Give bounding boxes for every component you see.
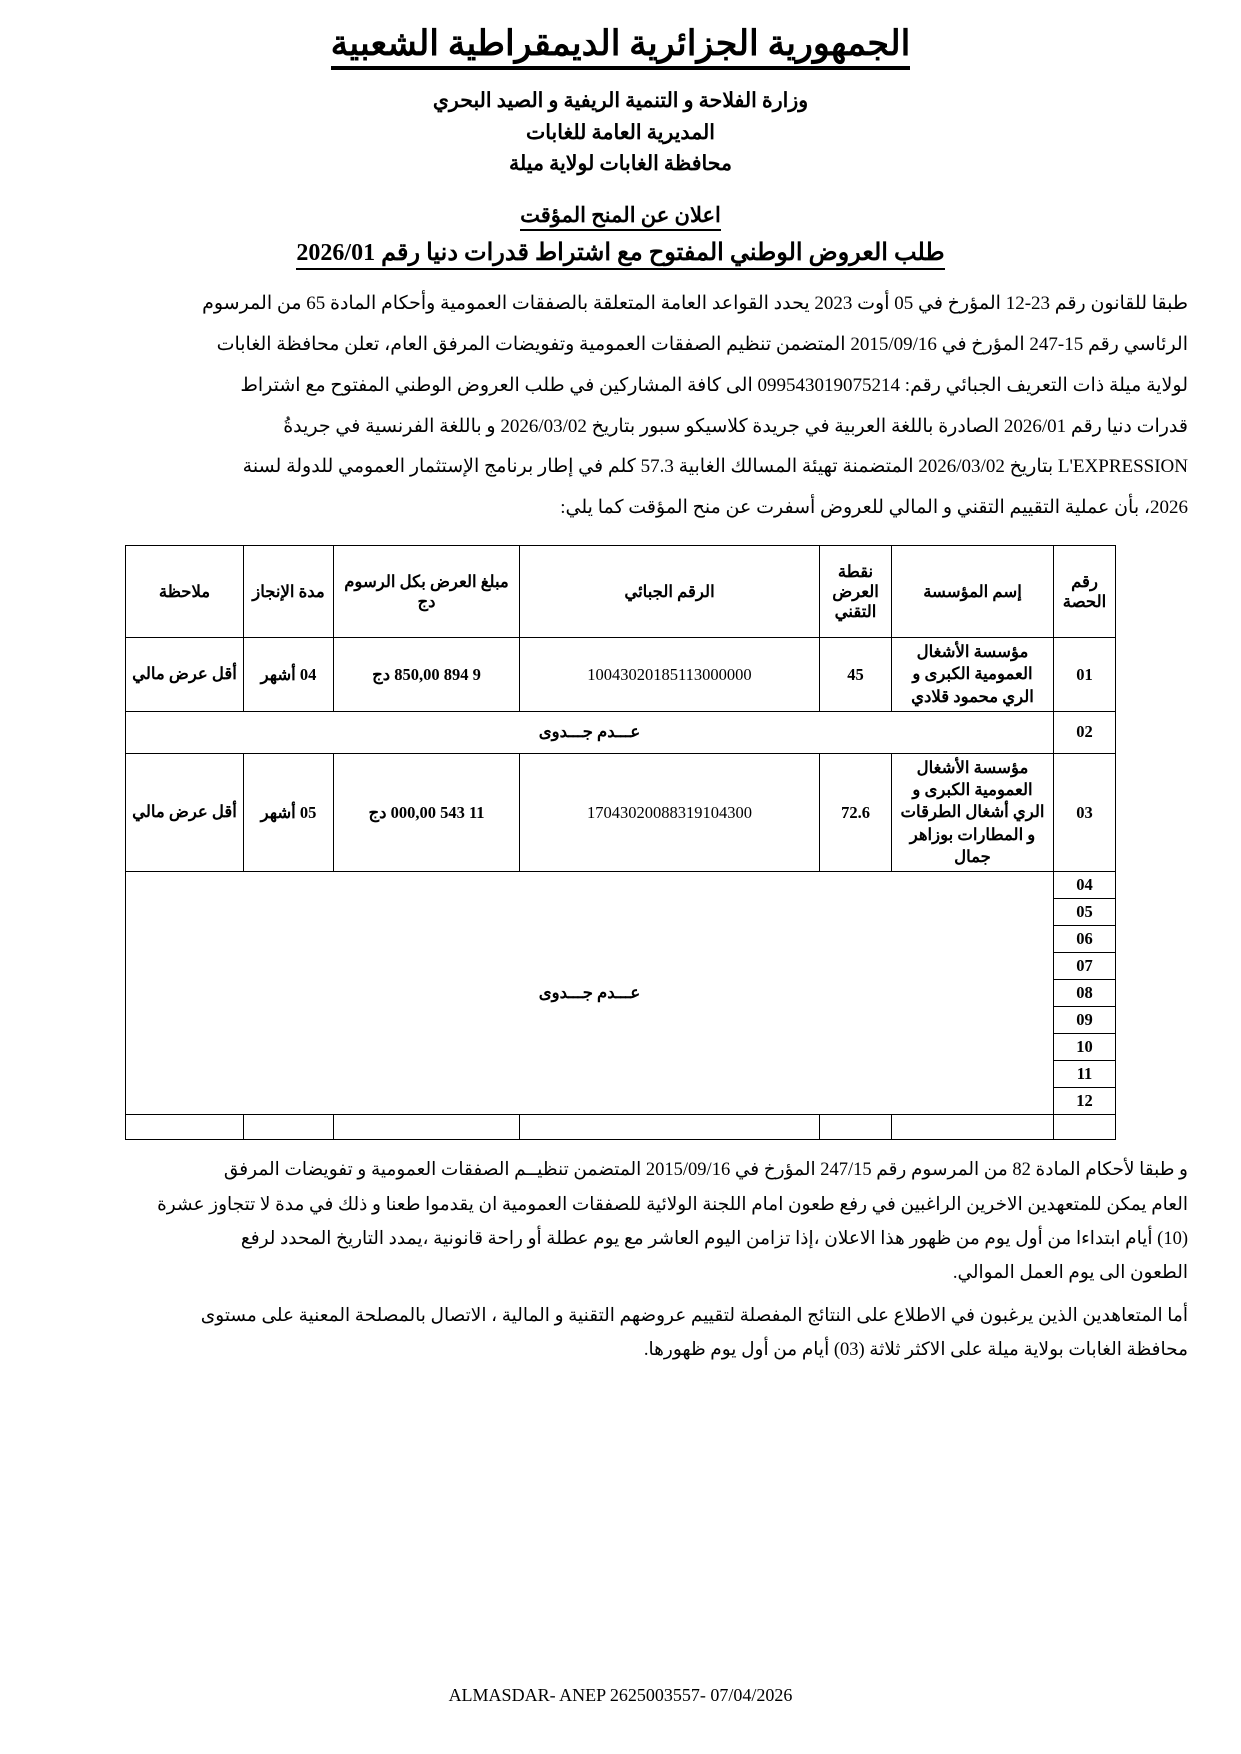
table-row — [126, 753, 1116, 871]
closing-1-line-1: و طبقا لأحكام المادة 82 من المرسوم رقم 247/15 المؤرخ في 2015/09/16 المتضمن تنظيــم الصفقات العمومية و تفويضات المرفق — [223, 1160, 1188, 1181]
header-duration: مدة الإنجاز — [244, 546, 334, 638]
cell-void-notice: عـــدم جـــدوى — [126, 711, 1054, 753]
cell-lot: 11 — [1054, 1061, 1116, 1088]
announcement-subtitle: طلب العروض الوطني المفتوح مع اشتراط قدرات دنيا رقم 2026/01 — [296, 238, 944, 270]
intro-line-3: لولاية ميلة ذات التعريف الجبائي رقم: 099543019075214 الى كافة المشاركين في طلب العروض الوطني المفتوح مع اشتراط — [240, 374, 1188, 396]
ministry-block — [0, 86, 1241, 181]
intro-line-5: L'EXPRESSION بتاريخ 2026/03/02 المتضمنة تهيئة المسالك الغابية 57.3 كلم في إطار برنامج الإستثمار العمومي للدولة لسنة — [242, 456, 1188, 478]
republic-title-text: الجمهورية الجزائرية الديمقراطية الشعبية — [331, 24, 911, 70]
cell-note: أقل عرض مالي — [126, 638, 244, 712]
intro-line-2: الرئاسي رقم 15-247 المؤرخ في 2015/09/16 المتضمن تنظيم الصفقات العمومية وتفويضات المرفق العام، تعلن محافظة الغابات — [216, 333, 1188, 355]
cell-amount: 9 894 850,00 دج — [334, 638, 520, 712]
cell-firm: مؤسسة الأشغال العمومية الكبرى و الري محمود قلادي — [892, 638, 1054, 712]
ministry-line-1: وزارة الفلاحة و التنمية الريفية و الصيد البحري — [432, 89, 809, 112]
intro-paragraph — [53, 284, 1188, 529]
table-header-row — [126, 546, 1116, 638]
announcement-heading-block — [0, 203, 1241, 270]
closing-1-line-2: العام يمكن للمتعهدين الاخرين الراغبين في رفع طعون امام اللجنة الولائية للصفقات العمومية ان يقدموا طعنا و ذلك في مدة لا تتجاوز عشرة — [157, 1194, 1188, 1215]
closing-paragraph-2 — [53, 1300, 1188, 1367]
cell-blank — [334, 1115, 520, 1140]
cell-lot: 10 — [1054, 1034, 1116, 1061]
cell-lot: 04 — [1054, 872, 1116, 899]
cell-fiscal: 10043020185113000000 — [520, 638, 820, 712]
closing-1-line-4: الطعون الى يوم العمل الموالي. — [952, 1263, 1188, 1284]
intro-line-1: طبقا للقانون رقم 23-12 المؤرخ في 05 أوت 2023 يحدد القواعد العامة المتعلقة بالصفقات العمومية وأحكام المادة 65 من المرسوم — [202, 293, 1188, 315]
announcement-title: اعلان عن المنح المؤقت — [520, 203, 721, 231]
header-score: نقطة العرض التقني — [820, 546, 892, 638]
closing-1-line-3: (10) أيام ابتداءا من أول يوم من ظهور هذا الاعلان ،إذا تزامن اليوم العاشر مع يوم عطلة أو راحة قانونية ،يمدد التاريخ المحدد لرفع — [240, 1228, 1188, 1249]
intro-line-6: 2026، بأن عملية التقييم التقني و المالي للعروض أسفرت عن منح المؤقت كما يلي: — [560, 497, 1188, 519]
cell-duration: 05 أشهر — [244, 753, 334, 871]
cell-duration: 04 أشهر — [244, 638, 334, 712]
table-row — [126, 872, 1116, 899]
cell-lot: 08 — [1054, 980, 1116, 1007]
cell-amount: 11 543 000,00 دج — [334, 753, 520, 871]
table-row — [126, 711, 1116, 753]
header-fiscal: الرقم الجبائي — [520, 546, 820, 638]
cell-firm: مؤسسة الأشغال العمومية الكبرى و الري أشغال الطرقات و المطارات بوزاهر جمال — [892, 753, 1054, 871]
cell-lot: 01 — [1054, 638, 1116, 712]
footer-reference: ALMASDAR- ANEP 2625003557- 07/04/2026 — [448, 1685, 793, 1705]
cell-blank — [244, 1115, 334, 1140]
ministry-line-2: المديرية العامة للغابات — [526, 121, 715, 144]
intro-line-4: قدرات دنيا رقم 2026/01 الصادرة باللغة العربية في جريدة كلاسيكو سبور بتاريخ 2026/03/02 و باللغة الفرنسية في جريدةُ — [283, 415, 1188, 437]
award-table — [125, 545, 1116, 1140]
cell-fiscal: 17043020088319104300 — [520, 753, 820, 871]
cell-note: أقل عرض مالي — [126, 753, 244, 871]
ministry-line-3: محافظة الغابات لولاية ميلة — [509, 153, 732, 176]
cell-score: 72.6 — [820, 753, 892, 871]
cell-lot — [1054, 1115, 1116, 1140]
closing-2-line-1: أما المتعاهدين الذين يرغبون في الاطلاع على النتائج المفصلة لتقييم عروضهم التقنية و المالية ، الاتصال بالمصلحة المعنية على مستوى — [200, 1305, 1188, 1326]
header-note: ملاحظة — [126, 546, 244, 638]
header-lot: رقم الحصة — [1054, 546, 1116, 638]
table-row — [126, 1115, 1116, 1140]
cell-lot: 07 — [1054, 953, 1116, 980]
table-row — [126, 638, 1116, 712]
republic-title — [0, 0, 1241, 66]
closing-paragraph-1 — [53, 1154, 1188, 1290]
closing-2-line-2: محافظة الغابات بولاية ميلة على الاكثر ثلاثة (03) أيام من أول يوم ظهورها. — [643, 1340, 1188, 1361]
cell-blank — [126, 1115, 244, 1140]
cell-void-notice-group: عـــدم جـــدوى — [126, 872, 1054, 1115]
cell-lot: 09 — [1054, 1007, 1116, 1034]
header-firm: إسم المؤسسة — [892, 546, 1054, 638]
header-amount: مبلغ العرض بكل الرسوم دج — [334, 546, 520, 638]
cell-lot: 03 — [1054, 753, 1116, 871]
cell-blank — [892, 1115, 1054, 1140]
cell-lot: 05 — [1054, 899, 1116, 926]
cell-lot: 12 — [1054, 1088, 1116, 1115]
cell-blank — [820, 1115, 892, 1140]
cell-blank — [520, 1115, 820, 1140]
cell-lot: 02 — [1054, 711, 1116, 753]
cell-lot: 06 — [1054, 926, 1116, 953]
cell-score: 45 — [820, 638, 892, 712]
